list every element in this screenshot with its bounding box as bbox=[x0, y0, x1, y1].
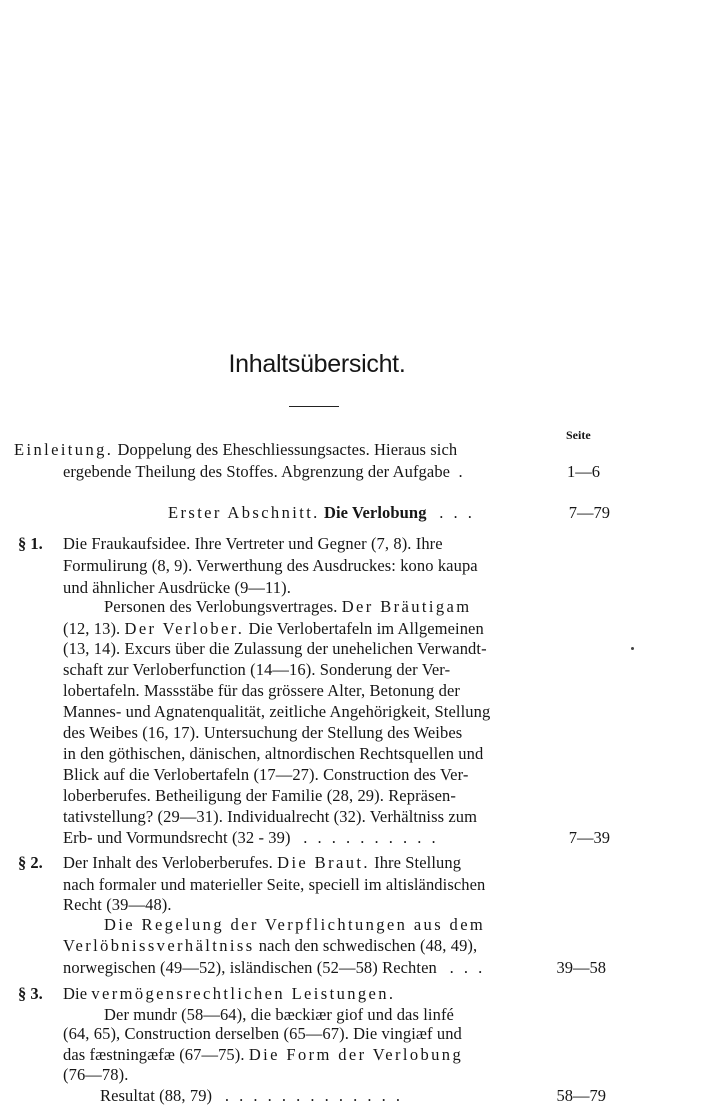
section-3-line: (76—78). bbox=[63, 1065, 129, 1084]
section-3-line: (64, 65), Construction derselben (65—67). Die vingiæf und bbox=[63, 1024, 462, 1043]
print-speck bbox=[631, 647, 634, 650]
page-title: Inhaltsübersicht. bbox=[228, 350, 406, 378]
einleitung-line-2: ergebende Theilung des Stoffes. Abgrenzung der Aufgabe . bbox=[63, 462, 463, 481]
section-2-line: nach formaler und materieller Seite, speciell im altisländischen bbox=[63, 875, 486, 894]
section-2-line: Der Inhalt des Verloberberufes. Die Braut. Ihre Stellung bbox=[63, 853, 462, 872]
section-1-line: Blick auf die Verlobertafeln (17—27). Construction des Ver- bbox=[63, 765, 469, 784]
section-2-pages: 39—58 bbox=[556, 958, 606, 977]
section-1-line: schaft zur Verloberfunction (14—16). Sonderung der Ver- bbox=[63, 660, 451, 679]
section-2-line: Die Regelung der Verpflichtungen aus dem bbox=[104, 915, 486, 934]
section-1-line: in den göthischen, dänischen, altnordischen Rechtsquellen und bbox=[63, 744, 484, 763]
section-2-marker: § 2. bbox=[18, 853, 43, 872]
section-2-line: norwegischen (49—52), isländischen (52—58) Rechten . . . bbox=[63, 958, 486, 977]
section-1-line: loberberufes. Betheiligung der Familie (28, 29). Repräsen- bbox=[63, 786, 456, 805]
section-1-line: Formulirung (8, 9). Verwerthung des Ausdruckes: kono kaupa bbox=[63, 556, 478, 575]
title-rule bbox=[289, 406, 339, 407]
section-1-line: tativstellung? (29—31). Individualrecht (32). Verhältniss zum bbox=[63, 807, 478, 826]
section-3-line: Resultat (88, 79) . . . . . . . . . . . . . bbox=[100, 1086, 403, 1105]
section-3-line: Die vermögensrechtlichen Leistungen. bbox=[63, 984, 396, 1003]
section-1-pages: 7—39 bbox=[568, 828, 610, 847]
section-1-line: Die Fraukaufsidee. Ihre Vertreter und Gegner (7, 8). Ihre bbox=[63, 534, 443, 553]
section-1-line: und ähnlicher Ausdrücke (9—11). bbox=[63, 578, 291, 597]
section-1-marker: § 1. bbox=[18, 534, 43, 553]
abschnitt-heading: Erster Abschnitt. Die Verlobung . . . bbox=[168, 503, 475, 522]
einleitung-pages: 1—6 bbox=[567, 462, 600, 481]
abschnitt-pages: 7—79 bbox=[568, 503, 610, 522]
einleitung-heading: Einleitung. bbox=[14, 440, 114, 459]
seite-label: Seite bbox=[566, 428, 591, 442]
section-1-line: lobertafeln. Massstäbe für das grössere Alter, Betonung der bbox=[63, 681, 461, 700]
section-1-line: Personen des Verlobungsvertrages. Der Bräutigam bbox=[104, 597, 472, 616]
section-3-pages: 58—79 bbox=[556, 1086, 606, 1105]
section-1-line: (13, 14). Excurs über die Zulassung der unehelichen Verwandt- bbox=[63, 639, 487, 658]
section-2-line: Recht (39—48). bbox=[63, 895, 172, 914]
einleitung-line-1: Einleitung. Doppelung des Eheschliessungsactes. Hieraus sich bbox=[14, 440, 458, 459]
section-1-line: Erb- und Vormundsrecht (32 - 39) . . . . . . . . . . bbox=[63, 828, 439, 847]
section-3-marker: § 3. bbox=[18, 984, 43, 1003]
section-1-line: (12, 13). Der Verlober. Die Verlobertafeln im Allgemeinen bbox=[63, 619, 484, 638]
section-3-line: Der mundr (58—64), die bæckiær giof und das linfé bbox=[104, 1005, 454, 1024]
section-1-line: des Weibes (16, 17). Untersuchung der Stellung des Weibes bbox=[63, 723, 463, 742]
section-3-line: das fæstningæfæ (67—75). Die Form der Verlobung bbox=[63, 1045, 464, 1064]
section-2-line: Verlöbnissverhältniss nach den schwedischen (48, 49), bbox=[63, 936, 478, 955]
abschnitt-name: Die Verlobung bbox=[323, 503, 427, 522]
section-1-line: Mannes- und Agnatenqualität, zeitliche Angehörigkeit, Stellung bbox=[63, 702, 491, 721]
